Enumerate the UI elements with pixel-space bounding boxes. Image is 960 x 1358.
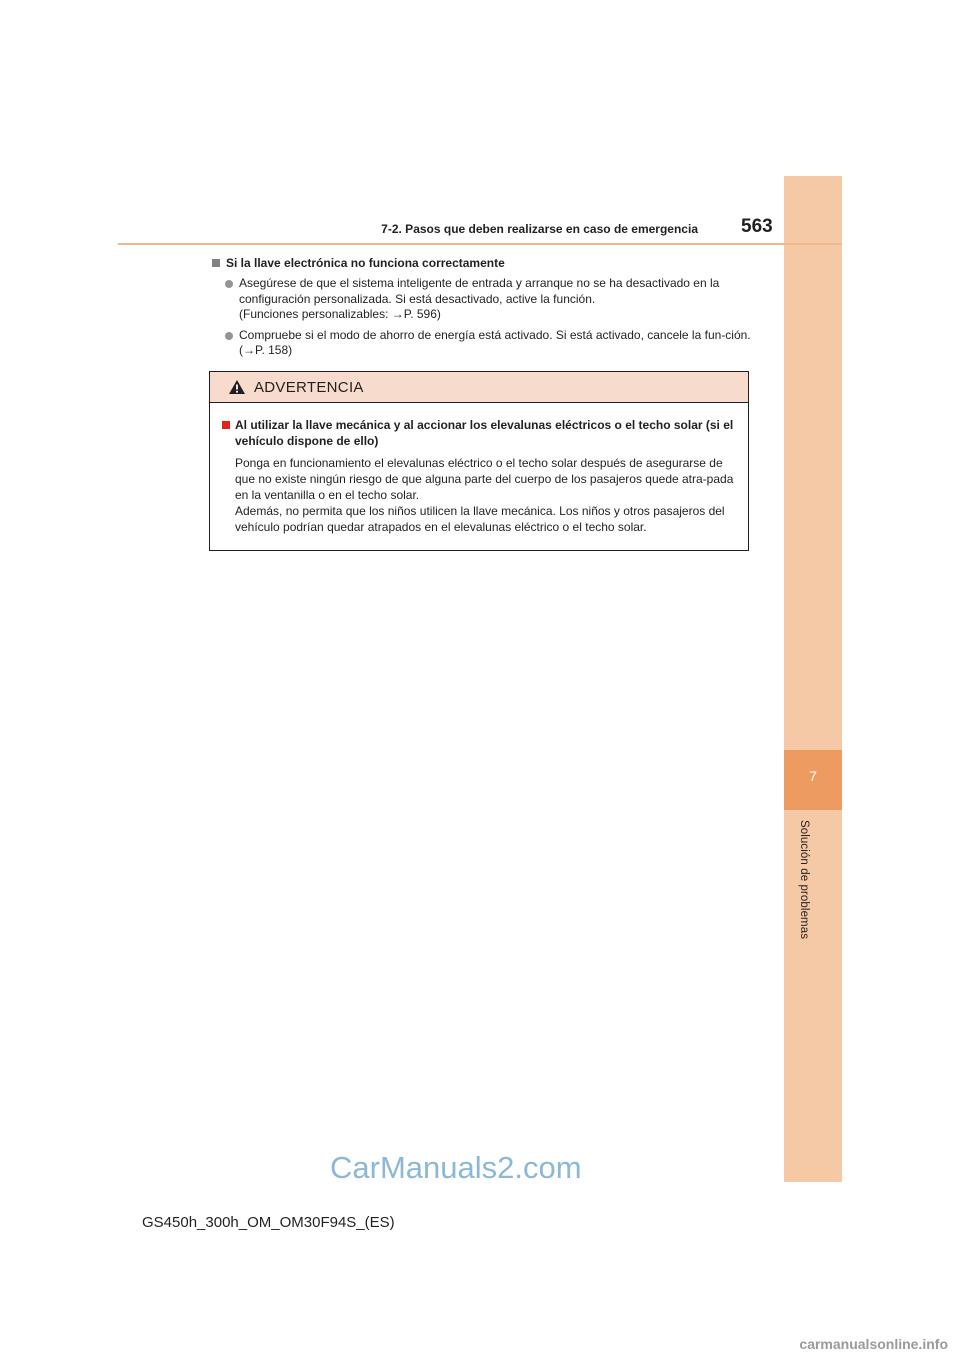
- main-content: [210, 256, 755, 364]
- header-section-title: 7-2. Pasos que deben realizarse en caso de emergencia: [381, 222, 698, 236]
- list-item: [225, 276, 755, 323]
- circle-bullet-icon: [225, 280, 233, 288]
- warning-box: [209, 371, 749, 551]
- list-item-text: Compruebe si el modo de ahorro de energía está activado. Si está activado, cancele la fun-ción. (→P. 158): [239, 327, 751, 357]
- warning-subheading: [222, 417, 740, 449]
- square-bullet-icon: [212, 259, 220, 267]
- section-heading-text: Si la llave electrónica no funciona correctamente: [226, 256, 505, 270]
- warning-triangle-icon: [228, 379, 246, 395]
- warning-subheading-text: Al utilizar la llave mecánica y al accionar los elevalunas eléctricos o el techo solar (si el vehículo dispone de ello): [235, 418, 734, 448]
- circle-bullet-icon: [225, 332, 233, 340]
- chapter-side-tab: [784, 176, 842, 1182]
- chapter-number-tab: [784, 750, 842, 810]
- list-item: [225, 328, 755, 359]
- warning-title: ADVERTENCIA: [254, 378, 364, 396]
- list-item-text: Asegúrese de que el sistema inteligente de entrada y arranque no se ha desactivado en la configuración personalizada. Si está desactivado, active la función. (Funciones personalizables: →P. 596): [239, 276, 720, 321]
- chapter-number: 7: [809, 768, 817, 784]
- warning-body: [210, 403, 748, 535]
- watermark-text: CarManuals2.com: [330, 1150, 582, 1185]
- warning-header: [210, 372, 748, 403]
- page-number: 563: [741, 216, 773, 237]
- header-divider: [118, 243, 842, 245]
- red-square-bullet-icon: [222, 421, 230, 429]
- chapter-title: Solución de problemas: [798, 820, 810, 940]
- warning-paragraph: Ponga en funcionamiento el elevalunas eléctrico o el techo solar después de asegurarse de que no existe ningún riesgo de que alguna parte del cuerpo de los pasajeros quede atra-pada en la ventanilla o en el techo solar. Además, no permita que los niños utilicen la llave mecánica. Los niños y otros pasajeros del vehículo podrían quedar atrapados en el elevalunas eléctrico o el techo solar.: [235, 456, 734, 534]
- corner-watermark-text: carmanualsonline.info: [799, 1336, 948, 1352]
- section-heading: [210, 256, 755, 270]
- footer-model-code: GS450h_300h_OM_OM30F94S_(ES): [142, 1214, 395, 1231]
